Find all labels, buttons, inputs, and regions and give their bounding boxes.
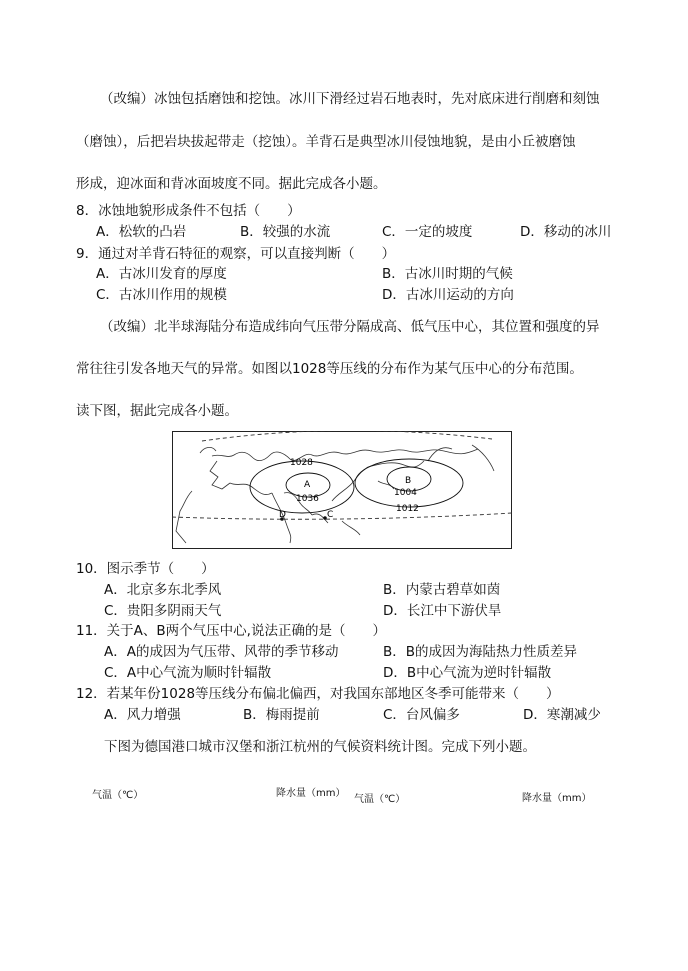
question-8-option-c: C．一定的坡度: [382, 224, 473, 240]
question-10-stem: 10．图示季节（ ）: [76, 561, 215, 577]
question-9-option-a: A．古冰川发育的厚度: [96, 266, 227, 282]
question-11-option-c: C．A中心气流为顺时针辐散: [104, 665, 272, 681]
question-10-option-a: A．北京多东北季风: [104, 582, 222, 598]
question-10-option-b: B．内蒙古碧草如茵: [383, 582, 501, 598]
question-12-stem: 12．若某年份1028等压线分布偏北偏西，对我国东部地区冬季可能带来（ ）: [76, 686, 560, 702]
question-12-option-a: A．风力增强: [104, 707, 181, 723]
left-chart-temp-label: 气温（℃）: [92, 790, 144, 801]
label-b: B: [405, 476, 412, 486]
passage2-line2: 常往往引发各地天气的异常。如图以1028等压线的分布作为某气压中心的分布范围。: [76, 361, 583, 377]
label-c: C: [327, 510, 334, 520]
question-11-option-a: A．A的成因为气压带、风带的季节移动: [104, 644, 339, 660]
label-a: A: [304, 480, 311, 490]
question-8-option-a: A．松软的凸岩: [96, 224, 187, 240]
left-chart-precip-label: 降水量（mm）: [276, 788, 346, 799]
right-chart-precip-label: 降水量（mm）: [522, 793, 592, 804]
label-1028: 1028: [290, 458, 313, 468]
label-1004: 1004: [394, 488, 417, 498]
passage1-line2: （磨蚀），后把岩块拔起带走（挖蚀）。羊背石是典型冰川侵蚀地貌，是由小丘被磨蚀: [76, 134, 576, 150]
question-8-option-b: B．较强的水流: [240, 224, 331, 240]
question-12-option-b: B．梅雨提前: [243, 707, 320, 723]
question-8-option-d: D．移动的冰川: [520, 224, 612, 240]
question-9-option-b: B．古冰川时期的气候: [382, 266, 513, 282]
label-1012: 1012: [396, 504, 419, 514]
question-11-option-b: B．B的成因为海陆热力性质差异: [383, 644, 578, 660]
passage3-line1: 下图为德国港口城市汉堡和浙江杭州的气候资料统计图。完成下列小题。: [104, 739, 536, 755]
passage1-line3: 形成，迎冰面和背冰面坡度不同。据此完成各小题。: [76, 176, 387, 192]
passage1-line1: （改编）冰蚀包括磨蚀和挖蚀。冰川下滑经过岩石地表时，先对底床进行削磨和刻蚀: [100, 91, 600, 107]
question-9-stem: 9．通过对羊背石特征的观察，可以直接判断（ ）: [76, 246, 396, 262]
passage2-line3: 读下图，据此完成各小题。: [76, 403, 238, 419]
pressure-center-map: [172, 431, 512, 549]
question-8-stem: 8．冰蚀地貌形成条件不包括（ ）: [76, 203, 301, 219]
question-12-option-d: D．寒潮减少: [523, 707, 601, 723]
question-12-option-c: C．台风偏多: [383, 707, 460, 723]
right-chart-temp-label: 气温（℃）: [354, 794, 406, 805]
question-9-option-c: C．古冰川作用的规模: [96, 287, 227, 303]
question-10-option-d: D．长江中下游伏旱: [383, 603, 502, 619]
question-11-option-d: D．B中心气流为逆时针辐散: [383, 665, 552, 681]
question-9-option-d: D．古冰川运动的方向: [382, 287, 514, 303]
label-1036: 1036: [296, 494, 319, 504]
question-10-option-c: C．贵阳多阴雨天气: [104, 603, 222, 619]
label-d: D: [279, 510, 286, 520]
passage2-line1: （改编）北半球海陆分布造成纬向气压带分隔成高、低气压中心，其位置和强度的异: [100, 319, 600, 335]
question-11-stem: 11．关于A、B两个气压中心,说法正确的是（ ）: [76, 623, 386, 639]
